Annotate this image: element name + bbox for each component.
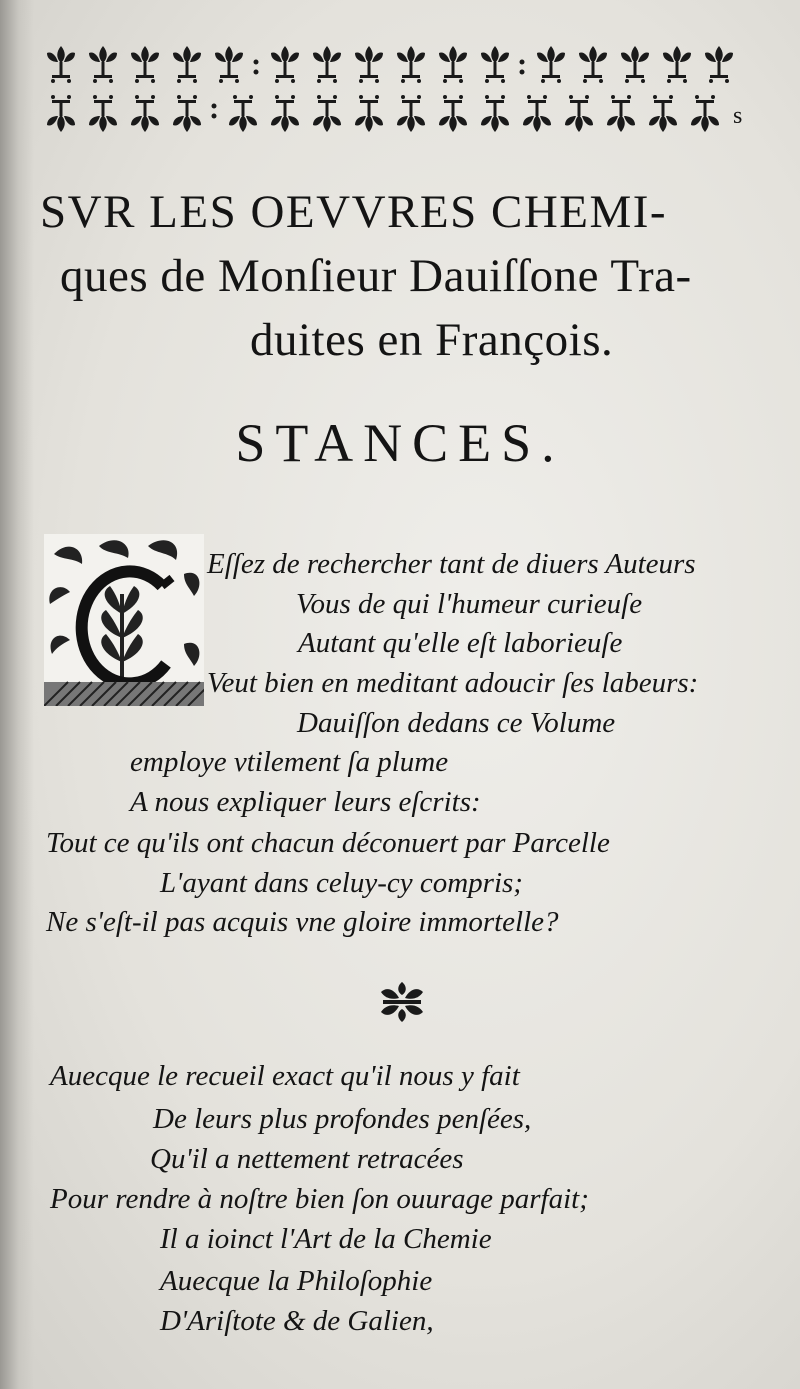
stanza-2-line-6: Auecque la Philoſophie	[160, 1265, 433, 1297]
stanza-1-line-2: Vous de qui l'humeur curieuſe	[296, 588, 643, 620]
stanza-2-line-1: Auecque le recueil exact qu'il nous y fait	[50, 1060, 520, 1092]
stanza-1-line-8: Tout ce qu'ils ont chacun déconuert par Parcelle	[46, 827, 610, 859]
stanza-2-line-4: Pour rendre à noſtre bien ſon ouurage parfait;	[50, 1183, 589, 1215]
title-line-2: ques de Monſieur Dauiſſone Tra-	[60, 250, 692, 302]
section-heading: STANCES.	[235, 413, 565, 473]
title-line-3: duites en François.	[250, 314, 614, 366]
stanza-1-line-9: L'ayant dans celuy-cy compris;	[160, 867, 523, 899]
stanza-1-line-10: Ne s'eſt-il pas acquis vne gloire immortelle?	[46, 906, 559, 938]
stanza-1-line-3: Autant qu'elle eſt laborieuſe	[298, 627, 623, 659]
signature-mark: s	[733, 103, 743, 129]
stanza-1-line-1: Eſſez de rechercher tant de diuers Auteurs	[207, 548, 696, 580]
page-title	[40, 180, 770, 372]
stanza-2-line-2: De leurs plus profondes penſées,	[153, 1103, 532, 1135]
stanza-1-line-4: Veut bien en meditant adoucir ſes labeurs:	[207, 667, 699, 699]
stanza-1-line-6: employe vtilement ſa plume	[130, 746, 449, 778]
stanza-2-line-3: Qu'il a nettement retracées	[150, 1143, 464, 1175]
stanza-1-line-7: A nous expliquer leurs eſcrits:	[130, 786, 481, 818]
stanza-2-line-5: Il a ioinct l'Art de la Chemie	[160, 1223, 492, 1255]
title-line-1: SVR LES OEVVRES CHEMI-	[40, 186, 668, 238]
printer-ornament	[377, 980, 427, 1024]
fleuron-headband	[42, 40, 742, 140]
stanza-1-line-5: Dauiſſon dedans ce Volume	[297, 707, 616, 739]
stanza-2-line-7: D'Ariſtote & de Galien,	[160, 1305, 434, 1337]
